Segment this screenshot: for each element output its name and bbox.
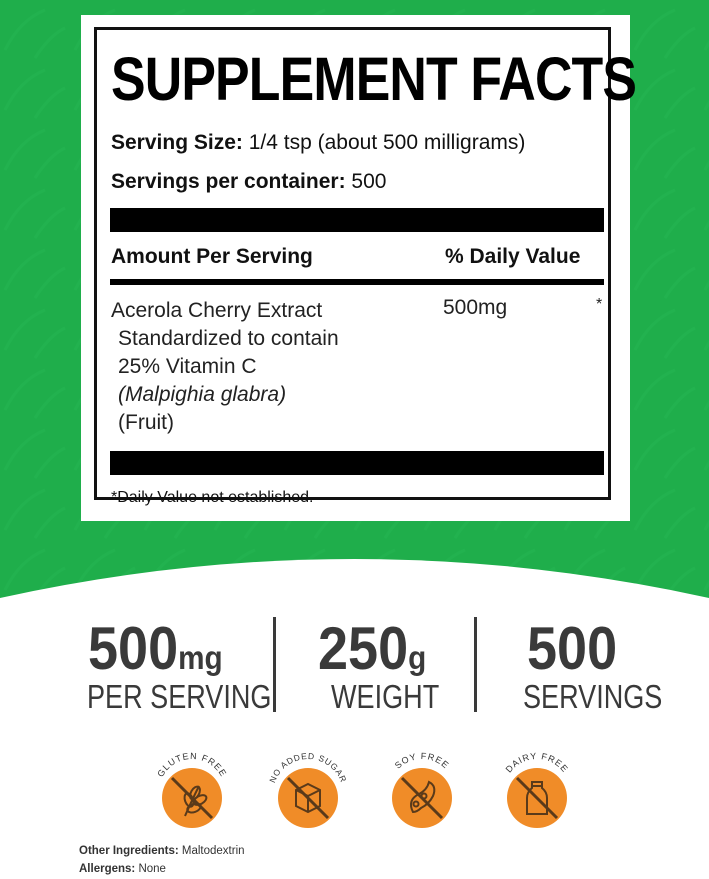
no-added-sugar-badge <box>263 738 353 838</box>
ingredient-latin-name: (Malpighia glabra) <box>118 383 287 406</box>
stat-divider-2 <box>474 617 477 712</box>
stat-weight-label: WEIGHT <box>331 678 440 715</box>
stat-weight-number <box>318 614 426 683</box>
stat-serving-value: 500 <box>88 615 179 682</box>
stat-servings-value: 500 <box>527 615 618 682</box>
thick-divider-bottom <box>110 451 604 475</box>
servings-label: Servings per container: <box>111 170 346 193</box>
servings-value: 500 <box>351 170 387 193</box>
dairy-free-text: DAIRY FREE <box>503 750 571 775</box>
svg-text:SOY FREE <box>393 751 451 771</box>
gluten-free-badge <box>147 738 237 838</box>
soy-free-text: SOY FREE <box>392 750 452 771</box>
medium-divider <box>110 279 604 285</box>
footnote: *Daily Value not established. <box>111 489 314 506</box>
supplement-facts-panel <box>81 15 637 521</box>
stat-servings-label: SERVINGS <box>523 678 663 715</box>
serving-size-label: Serving Size: <box>111 131 243 154</box>
dairy-free-badge <box>492 738 582 838</box>
soy-free-badge <box>377 738 467 838</box>
stat-weight-unit: g <box>408 639 427 676</box>
ingredient-vitamin-c: 25% Vitamin C <box>118 355 257 378</box>
serving-size-row <box>111 131 525 155</box>
ingredient-name: Acerola Cherry Extract <box>111 299 323 322</box>
other-ingredients-label: Other Ingredients: <box>79 845 179 857</box>
stat-serving-label: PER SERVING <box>87 678 272 715</box>
stat-divider-1 <box>273 617 276 712</box>
other-ingredients-value: Maltodextrin <box>181 845 245 857</box>
allergens-label: Allergens: <box>79 863 136 875</box>
other-ingredients-row <box>79 845 245 857</box>
stat-serving-number <box>88 614 223 683</box>
ingredient-part: (Fruit) <box>118 411 174 434</box>
ingredient-amount: 500mg <box>443 296 508 319</box>
thick-divider-top <box>110 208 604 232</box>
allergens-value: None <box>138 863 166 875</box>
stat-servings-number <box>527 614 617 683</box>
ingredient-standardized: Standardized to contain <box>118 327 339 350</box>
facts-title: SUPPLEMENT FACTS <box>111 45 637 113</box>
no-added-sugar-text: NO ADDED SUGAR <box>267 750 349 785</box>
gluten-free-text: GLUTEN FREE <box>155 750 229 779</box>
allergens-row <box>79 863 166 875</box>
serving-size-value: 1/4 tsp (about 500 milligrams) <box>248 131 526 154</box>
stat-serving-unit: mg <box>178 639 223 676</box>
servings-row <box>111 170 386 194</box>
ingredient-daily-value: * <box>596 296 603 313</box>
amount-per-serving-header: Amount Per Serving <box>111 245 313 268</box>
facts-border <box>94 27 637 506</box>
stat-weight-value: 250 <box>318 615 409 682</box>
daily-value-header: % Daily Value <box>445 245 581 268</box>
